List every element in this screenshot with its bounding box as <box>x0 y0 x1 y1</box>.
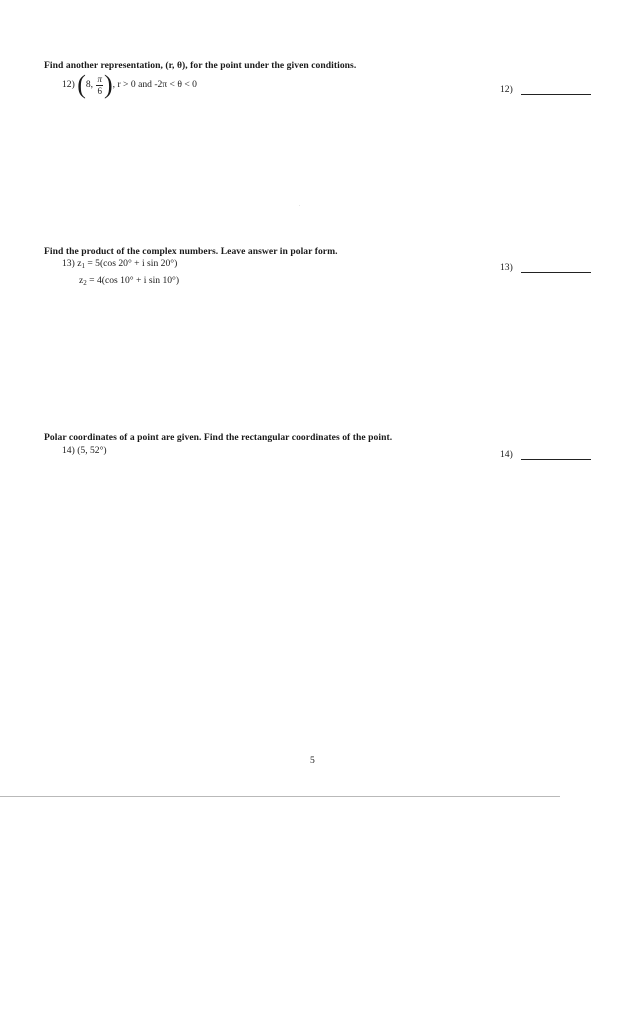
q13-label: 13) <box>62 258 75 269</box>
q14-problem <box>62 445 107 456</box>
q13-answer-blank[interactable] <box>500 262 591 273</box>
q13-z1-var: z <box>77 258 82 269</box>
q13-z2-expr: = 4(cos 10° + i sin 10°) <box>86 275 180 286</box>
page-number: 5 <box>310 755 315 766</box>
q13-z1-sub: 1 <box>81 262 85 270</box>
q14-answer-label: 14) <box>500 449 513 460</box>
q12-label: 12) <box>62 79 75 91</box>
q14-instruction: Polar coordinates of a point are given. Find the rectangular coordinates of the point. <box>44 432 393 443</box>
q13-instruction: Find the product of the complex numbers. Leave answer in polar form. <box>44 246 338 257</box>
q13-z2 <box>79 275 179 287</box>
q14-point: (5, 52°) <box>77 445 107 456</box>
q13-z1 <box>62 258 177 270</box>
q12-frac-denominator: 6 <box>97 85 102 96</box>
q12-problem <box>62 72 197 98</box>
q12-angle-fraction <box>96 75 103 96</box>
scan-speck <box>299 205 300 206</box>
q12-frac-numerator: π <box>97 73 102 84</box>
q12-open-paren: ( <box>77 70 86 99</box>
q14-label: 14) <box>62 445 75 456</box>
q14-answer-blank[interactable] <box>500 449 591 460</box>
q12-answer-line[interactable] <box>521 86 591 95</box>
page-bottom-edge <box>0 796 560 797</box>
q12-instruction: Find another representation, (r, θ), for the point under the given conditions. <box>44 60 357 71</box>
q13-answer-line[interactable] <box>521 264 591 273</box>
q13-z2-var: z <box>79 275 84 286</box>
q13-z1-expr: = 5(cos 20° + i sin 20°) <box>84 258 178 269</box>
q13-answer-label: 13) <box>500 262 513 273</box>
q12-answer-label: 12) <box>500 84 513 95</box>
q12-condition: , r > 0 and -2π < θ < 0 <box>112 79 197 91</box>
q14-answer-line[interactable] <box>521 451 591 460</box>
q13-z2-sub: 2 <box>83 279 87 287</box>
q12-answer-blank[interactable] <box>500 84 591 95</box>
q12-close-paren: ) <box>104 70 113 99</box>
q12-r-value: 8, <box>85 79 94 91</box>
